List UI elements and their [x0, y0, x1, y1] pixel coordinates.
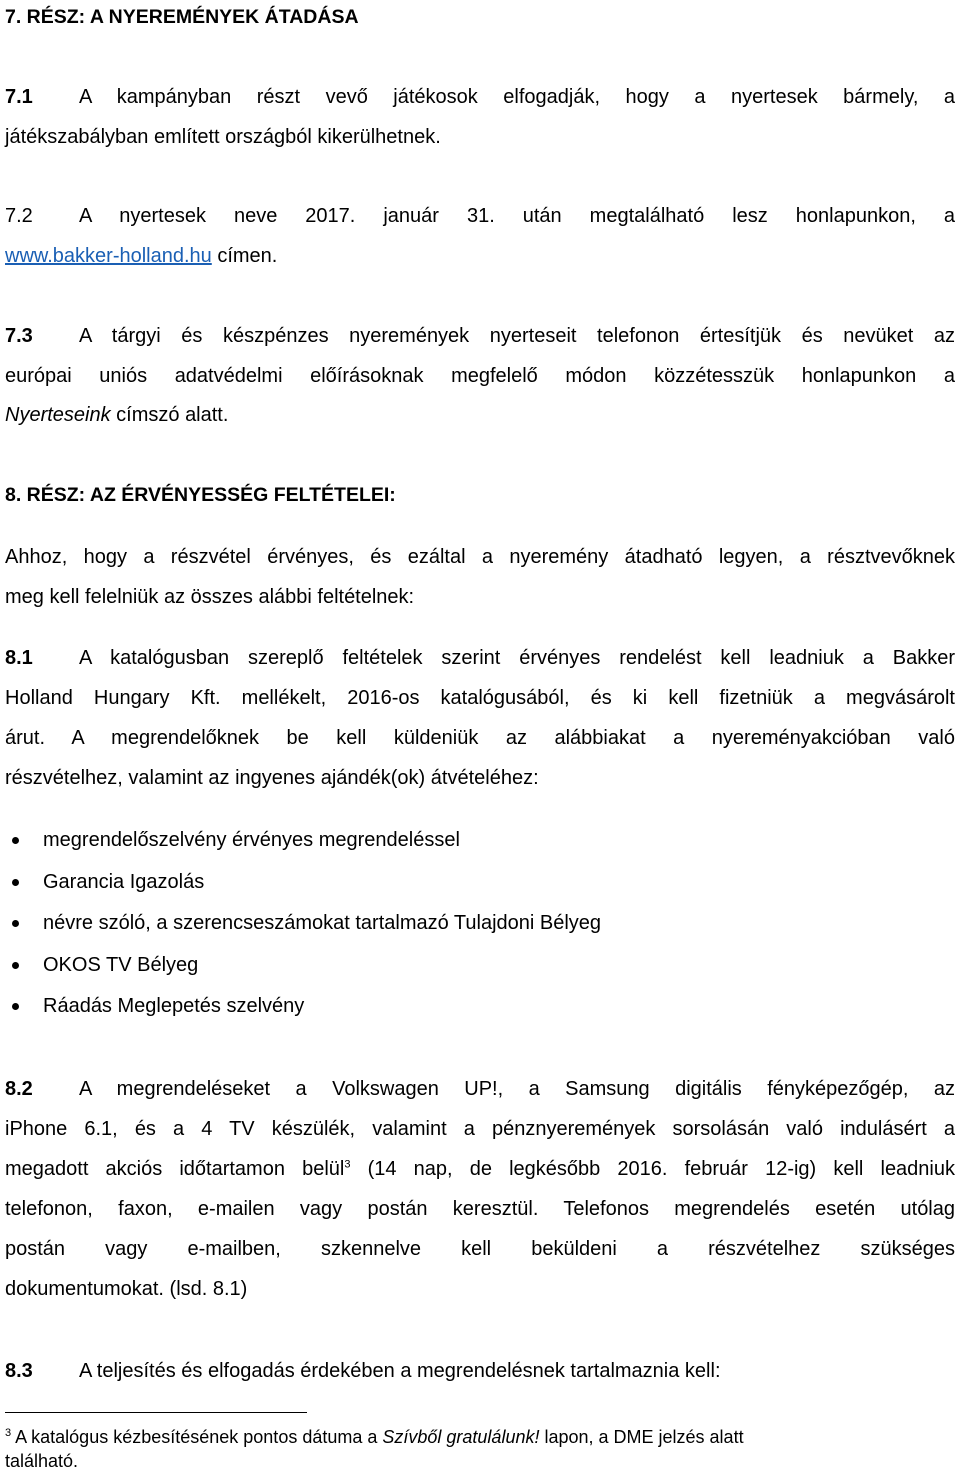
- paragraph-8-2-line-1: 8.2 A megrendeléseket a Volkswagen UP!, a Samsung digitális fényképezőgép, az: [5, 1078, 955, 1100]
- paragraph-8-2-line-6: dokumentumokat. (lsd. 8.1): [5, 1278, 248, 1300]
- paragraph-number: 8.2: [5, 1078, 33, 1100]
- paragraph-number: 7.3: [5, 325, 33, 347]
- paragraph-7-2-line-2: www.bakker-holland.hu címen.: [5, 245, 278, 267]
- paragraph-7-3-line-3: Nyerteseink címszó alatt.: [5, 404, 229, 426]
- section-8-heading: 8. RÉSZ: AZ ÉRVÉNYESSÉG FELTÉTELEI:: [5, 484, 396, 506]
- footnote-divider: [5, 1412, 307, 1413]
- paragraph-8-1-line-2: Holland Hungary Kft. mellékelt, 2016-os katalógusából, és ki kell fizetniük a megvásárolt: [5, 687, 955, 709]
- paragraph-8-3-line-1: 8.3 A teljesítés és elfogadás érdekében a megrendelésnek tartalmaznia kell:: [5, 1360, 721, 1382]
- bullet-icon: [12, 879, 19, 886]
- footnote-line-1: $^3$ A katalógus kézbesítésének pontos dátuma a Szívből gratulálunk! lapon, a DME jelzés alatt: [5, 1427, 744, 1447]
- paragraph-number: 7.1: [5, 86, 33, 108]
- section-7-heading: 7. RÉSZ: A NYEREMÉNYEK ÁTADÁSA: [5, 6, 359, 28]
- paragraph-8-1-line-4: részvételhez, valamint az ingyenes ajándék(ok) átvételéhez:: [5, 767, 539, 789]
- list-item: névre szóló, a szerencseszámokat tartalmazó Tulajdoni Bélyeg: [43, 912, 601, 934]
- paragraph-8-1-line-3: árut. A megrendelőknek be kell küldeniük az alábbiakat a nyereményakcióban való: [5, 727, 955, 749]
- list-item: Ráadás Meglepetés szelvény: [43, 995, 304, 1017]
- section-8-intro-line-1: Ahhoz, hogy a részvétel érvényes, és ezáltal a nyeremény átadható legyen, a résztvevőknek: [5, 546, 955, 568]
- bullet-icon: [12, 920, 19, 927]
- list-item: OKOS TV Bélyeg: [43, 954, 198, 976]
- paragraph-7-2-line-1: 7.2 A nyertesek neve 2017. január 31. után megtalálható lesz honlapunkon, a: [5, 205, 955, 227]
- footnote-reference: 3: [344, 1158, 351, 1171]
- website-link[interactable]: www.bakker-holland.hu: [5, 245, 212, 267]
- paragraph-7-1-line-2: játékszabályban említett országból kikerülhetnek.: [5, 126, 441, 148]
- paragraph-8-2-line-3: megadott akciós időtartamon belül$^3$ (14 nap, de legkésőbb 2016. február 12-ig) kell leadniuk: [5, 1158, 955, 1180]
- bullet-icon: [12, 837, 19, 844]
- footnote-mark: 3: [5, 1427, 12, 1439]
- paragraph-7-1-line-1: 7.1 A kampányban részt vevő játékosok elfogadják, hogy a nyertesek bármely, a: [5, 86, 955, 108]
- bullet-icon: [12, 962, 19, 969]
- paragraph-8-1-line-1: 8.1 A katalógusban szereplő feltételek szerint érvényes rendelést kell leadniuk a Bakker: [5, 647, 955, 669]
- paragraph-8-2-line-5: postán vagy e-mailben, szkennelve kell beküldeni a részvételhez szükséges: [5, 1238, 955, 1260]
- paragraph-7-3-line-1: 7.3 A tárgyi és készpénzes nyeremények nyerteseit telefonon értesítjük és nevüket az: [5, 325, 955, 347]
- bullet-icon: [12, 1003, 19, 1010]
- paragraph-number: 7.2: [5, 205, 33, 227]
- footnote-line-2: található.: [5, 1451, 79, 1471]
- paragraph-8-2-line-2: iPhone 6.1, és a 4 TV készülék, valamint a pénznyeremények sorsolásán való indulásért a: [5, 1118, 955, 1140]
- paragraph-7-3-line-2: európai uniós adatvédelmi előírásoknak megfelelő módon közzétesszük honlapunkon a: [5, 365, 955, 387]
- paragraph-number: 8.3: [5, 1360, 33, 1382]
- paragraph-8-2-line-4: telefonon, faxon, e-mailen vagy postán keresztül. Telefonos megrendelés esetén utólag: [5, 1198, 955, 1220]
- list-item: megrendelőszelvény érvényes megrendeléssel: [43, 829, 460, 851]
- section-8-intro-line-2: meg kell felelniük az összes alábbi feltételnek:: [5, 586, 415, 608]
- list-item: Garancia Igazolás: [43, 871, 204, 893]
- paragraph-number: 8.1: [5, 647, 33, 669]
